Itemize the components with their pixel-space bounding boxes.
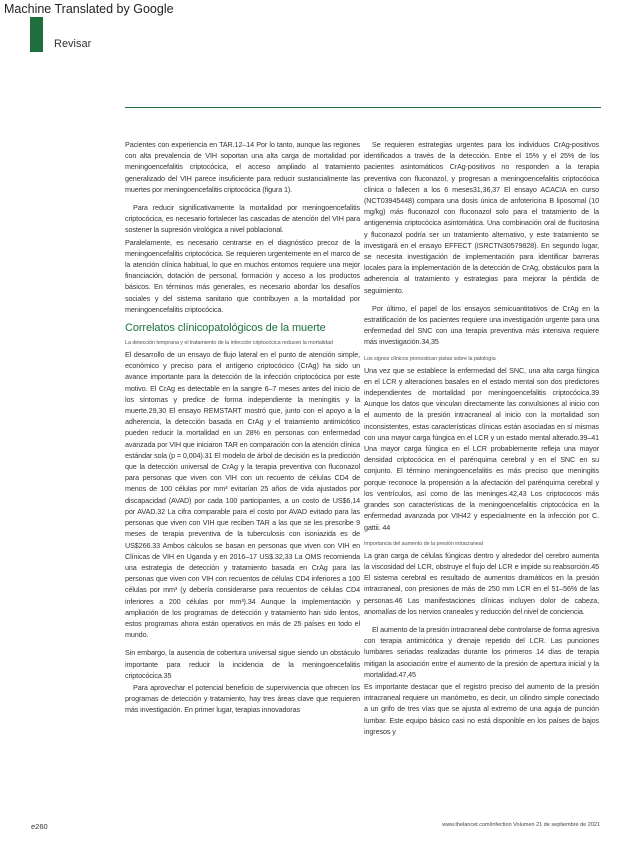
paragraph: Pacientes con experiencia en TAR.12–14 Por lo tanto, aunque las regiones con alta prevalencia de VIH soportan una alta carga de mortalidad por meningoencefalitis criptocócica, el acceso ampliado al tratamiento generalizado del VIH parece insuficiente para reducir sustancialmente las muertes por meningoencefalitis criptocócica (figura 1). — [125, 140, 360, 194]
header-rule — [125, 107, 601, 108]
paragraph: El aumento de la presión intracraneal debe controlarse de forma agresiva con terapia antimicótica y drenaje repetido del LCR. Las punciones lumbares seriadas realizadas durante los primeros 14 días de terapia mitigan la asociación entre el aumento de la presión de apertura inicial y la mortalidad.47,45 — [364, 624, 599, 679]
paragraph: Una vez que se establece la enfermedad del SNC, una alta carga fúngica en el LCR y alteraciones basales en el estado mental son dos predictores independientes de mortalidad por meningoencefalitis criptocócica.39 Aunque los datos que vinculan directamente las convulsiones al inicio con el aumento de la presión intracraneal al inicio con la mortalidad son inconsistentes, estas características clínicas están asociadas en sí mismas con una mayor carga fúngica en el LCR y un estado mental alterado.39–41 Una mayor carga fúngica en el LCR probablemente refleja una mayor densidad criptocócica en el parénquima cerebral y en el SNC en su conjunto. El término meningoencefalitis es más preciso que meningitis porque reconoce la propensión a la afectación del parénquima cerebral y los ventrículos, así como de las meninges.42,43 Los criptococos más grandes son características de la meningoencefalitis criptocócica en la enfermedad avanzada por VIH42 y especialmente en la infección por C. gattii. 44 — [364, 365, 599, 532]
right-column — [364, 139, 599, 744]
paragraph: Se requieren estrategias urgentes para los individuos CrAg-positivos identificados a través de la detección. Entre el 15% y el 25% de los pacientes asintomáticos CrAg-positivos no responden a la terapia preventiva con fluconazol, y progresan a meningoencefalitis criptocócica clínica o fallecen a los 6 meses31,36,37 El ensayo ACACIA en curso (NCT03945448) compara una dosis única de anfotericina B liposomal (10 mg/kg) más fluconazol con fluconazol solo para el tratamiento de la antigenemia criptocócica asintomática. Una combinación oral de flucitosina y fluconazol podría ser un tratamiento alternativo, y este tratamiento se investigará en el ensayo EFFECT (ISRCTN30579828). En segundo lugar, se necesita investigación de implementación para identificar barreras locales para la implementación de la detección de CrAg, obstáculos para la adherencia al tratamiento y estrategias para mejorar la pérdida de seguimiento. — [364, 140, 599, 295]
paragraph: Por último, el papel de los ensayos semicuantitativos de CrAg en la estratificación de los pacientes requiere una investigación urgente para una enfermedad del SNC con una terapia preventiva más intensiva requiere más investigación.34,35 — [364, 303, 599, 347]
footer-citation: www.thelancet.com/infection Volumen 21 de septiembre de 2021 — [442, 822, 600, 828]
translation-banner: Machine Translated by Google — [0, 0, 180, 17]
paragraph: El desarrollo de un ensayo de flujo lateral en el punto de atención simple, económico y preciso para el antígeno criptocócico (CrAg) ha sido un avance importante para la detección de la infección criptocócica por este motivo. El CrAg es detectable en la sangre 6–7 meses antes del inicio de los síntomas y predice de forma independiente la meningitis y la muerte.29,30 El ensayo REMSTART mostró que, junto con el apoyo a la adherencia, la detección basada en CrAg y el tratamiento antimicótico pueden reducir la mortalidad en un 28% en personas con enfermedad avanzada por VIH que iniciaron TAR en comparación con la atención clínica estándar sola (p = 0,004).31 El modelo de árbol de decisión es la predicción que la detección universal de CrAg y la terapia preventiva con fluconazol para personas que viven con VIH con un recuento de células CD4 de menos de 100 células por mm³ evitarían 25 años de vida ajustados por discapacidad (AVAD) por cada 100 participantes, a un costo de US$6,14 por AVAD.32 La cifra comparable para el costo por AVAD evitado para las personas que viven con VIH que reciben TAR a las que se les prescribe 9 meses de terapia preventiva de la tuberculosis con isoniazida es de US$266.33 Ambos cálculos se basan en personas que viven con VIH en Clínicas de VIH en Uganda y en 2016–17 US$.32,33 La OMS recomienda una estrategia de detección y tratamiento basada en CrAg para las personas que viven con VIH con recuentos de células CD4 inferiores a 100 células por mm³ (y debería considerarse para recuentos de células CD4 inferiores a 200 células por mm³).34 Aunque la implementación y ampliación de los programas de detección y tratamiento han sido lentos, estos programas ahora están operativos en más de 25 países en todo el mundo. — [125, 350, 360, 640]
subheading: La detección temprana y el tratamiento de la infección criptocócica reducen la mortalidad — [125, 340, 333, 347]
subheading: Los signos clínicos pronostican pistas sobre la patología — [364, 355, 496, 362]
left-column — [125, 139, 360, 723]
paragraph: Paralelamente, es necesario centrarse en el diagnóstico precoz de la meningoencefalitis criptocócica. Se requieren urgentemente en el marco de la atención clínica habitual, lo que en muchos entornos requiere una mejor financiación, dotación de personal, formación y acceso a los productos básicos. En términos más generales, es necesario abordar los desafíos sociales y del sistema sanitario que contribuyen a la mortalidad por meningoencefalitis criptocócica. — [125, 237, 360, 314]
paragraph: Sin embargo, la ausencia de cobertura universal sigue siendo un obstáculo importante para reducir la incidencia de la meningoencefalitis criptocócica.35 — [125, 648, 360, 680]
paragraph: Es importante destacar que el registro preciso del aumento de la presión intracraneal requiere un manómetro, es decir, un cilindro simple conectado a un grifo de tres vías que se ajusta al extremo de una aguja de punción lumbar. Este equipo básico casi no está disponible en los países de bajos ingresos y — [364, 681, 599, 736]
paragraph: La gran carga de células fúngicas dentro y alrededor del cerebro aumenta la viscosidad del LCR, obstruye el flujo del LCR e impide su reabsorción.45 El sistema cerebral es resultado de aumentos dramáticos en la presión intracraneal, con presiones de más de 250 mm LCR en el 51–56% de las personas.46 Las manifestaciones clínicas incluyen dolor de cabeza, anomalías de los nervios craneales y reducción del nivel de conciencia. — [364, 550, 599, 616]
section-label: Revisar — [54, 38, 92, 50]
paragraph: Para aprovechar el potencial beneficio de supervivencia que ofrecen los programas de detección y tratamiento, hay tres áreas clave que requieren más investigación. En primer lugar, terapias innovadoras — [125, 682, 360, 715]
page-number: e260 — [31, 822, 48, 831]
section-heading: Correlatos clínicopatológicos de la muerte — [125, 322, 326, 335]
subheading: Importancia del aumento de la presión intracraneal — [364, 540, 483, 547]
paragraph: Para reducir significativamente la mortalidad por meningoencefalitis criptocócica, es necesario fortalecer las cascadas de atención del VIH para sostener la supresión virológica a nivel poblacional. — [125, 203, 360, 235]
